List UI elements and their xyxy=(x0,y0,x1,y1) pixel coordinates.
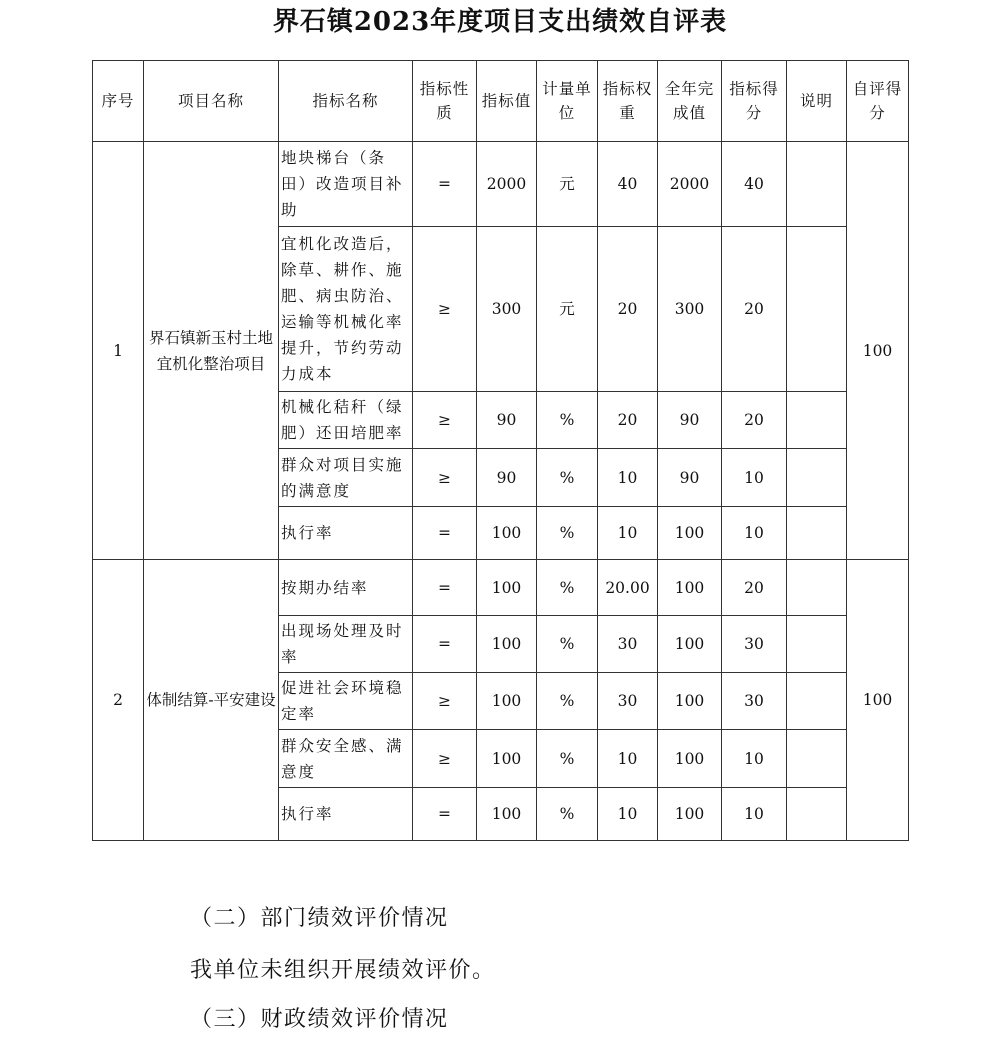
indicator-name: 按期办结率 xyxy=(279,560,413,616)
indicator-actual: 100 xyxy=(658,788,722,841)
indicator-score: 30 xyxy=(722,616,787,673)
indicator-nature: ≥ xyxy=(413,673,477,730)
indicator-nature: = xyxy=(413,142,477,227)
dept-evaluation-heading: （二）部门绩效评价情况 xyxy=(190,906,449,931)
dept-evaluation-text: 我单位未组织开展绩效评价。 xyxy=(190,958,496,983)
indicator-unit: % xyxy=(537,673,598,730)
indicator-score: 10 xyxy=(722,730,787,788)
project-name: 界石镇新玉村土地宜机化整治项目 xyxy=(144,142,279,560)
indicator-name: 执行率 xyxy=(279,788,413,841)
indicator-unit: 元 xyxy=(537,142,598,227)
indicator-actual: 300 xyxy=(658,227,722,392)
indicator-nature: ≥ xyxy=(413,730,477,788)
table-row xyxy=(93,142,909,227)
indicator-nature: ≥ xyxy=(413,392,477,449)
indicator-actual: 100 xyxy=(658,673,722,730)
header-cell: 指标性质 xyxy=(413,61,477,142)
table-row xyxy=(93,560,909,616)
indicator-actual: 90 xyxy=(658,392,722,449)
indicator-name: 群众对项目实施的满意度 xyxy=(279,449,413,507)
header-cell: 指标值 xyxy=(477,61,537,142)
indicator-note xyxy=(787,673,847,730)
indicator-actual: 100 xyxy=(658,507,722,560)
indicator-note xyxy=(787,560,847,616)
indicator-name: 群众安全感、满意度 xyxy=(279,730,413,788)
header-cell: 全年完成值 xyxy=(658,61,722,142)
indicator-nature: ≥ xyxy=(413,227,477,392)
indicator-note xyxy=(787,788,847,841)
indicator-weight: 20 xyxy=(598,227,658,392)
indicator-value: 2000 xyxy=(477,142,537,227)
indicator-name: 地块梯台（条田）改造项目补助 xyxy=(279,142,413,227)
project-no: 2 xyxy=(93,560,144,841)
indicator-nature: ≥ xyxy=(413,449,477,507)
finance-evaluation-heading: （三）财政绩效评价情况 xyxy=(190,1007,449,1032)
self-score: 100 xyxy=(847,142,909,560)
indicator-weight: 10 xyxy=(598,788,658,841)
indicator-score: 40 xyxy=(722,142,787,227)
indicator-actual: 100 xyxy=(658,560,722,616)
header-cell: 指标权重 xyxy=(598,61,658,142)
indicator-nature: = xyxy=(413,616,477,673)
indicator-value: 90 xyxy=(477,449,537,507)
header-cell: 计量单位 xyxy=(537,61,598,142)
header-cell: 指标得分 xyxy=(722,61,787,142)
indicator-score: 10 xyxy=(722,507,787,560)
project-no: 1 xyxy=(93,142,144,560)
indicator-unit: % xyxy=(537,507,598,560)
indicator-unit: % xyxy=(537,616,598,673)
indicator-unit: % xyxy=(537,730,598,788)
indicator-weight: 10 xyxy=(598,449,658,507)
indicator-name: 执行率 xyxy=(279,507,413,560)
indicator-weight: 30 xyxy=(598,673,658,730)
indicator-weight: 20 xyxy=(598,392,658,449)
indicator-unit: % xyxy=(537,788,598,841)
indicator-actual: 100 xyxy=(658,616,722,673)
indicator-value: 100 xyxy=(477,788,537,841)
indicator-weight: 20.00 xyxy=(598,560,658,616)
indicator-actual: 90 xyxy=(658,449,722,507)
indicator-value: 100 xyxy=(477,673,537,730)
header-row xyxy=(93,61,909,142)
indicator-note xyxy=(787,392,847,449)
indicator-name: 出现场处理及时率 xyxy=(279,616,413,673)
indicator-name: 机械化秸秆（绿肥）还田培肥率 xyxy=(279,392,413,449)
indicator-value: 100 xyxy=(477,730,537,788)
indicator-unit: 元 xyxy=(537,227,598,392)
self-score: 100 xyxy=(847,560,909,841)
indicator-weight: 10 xyxy=(598,730,658,788)
indicator-score: 10 xyxy=(722,788,787,841)
indicator-score: 10 xyxy=(722,449,787,507)
indicator-weight: 10 xyxy=(598,507,658,560)
page-title: 界石镇2023年度项目支出绩效自评表 xyxy=(272,7,728,37)
indicator-unit: % xyxy=(537,560,598,616)
indicator-name: 宜机化改造后，除草、耕作、施肥、病虫防治、运输等机械化率提升，节约劳动力成本 xyxy=(279,227,413,392)
indicator-nature: = xyxy=(413,507,477,560)
header-cell: 自评得分 xyxy=(847,61,909,142)
indicator-note xyxy=(787,227,847,392)
indicator-unit: % xyxy=(537,449,598,507)
header-cell: 序号 xyxy=(93,61,144,142)
indicator-value: 90 xyxy=(477,392,537,449)
indicator-note xyxy=(787,730,847,788)
indicator-actual: 100 xyxy=(658,730,722,788)
performance-table xyxy=(92,60,909,841)
indicator-value: 300 xyxy=(477,227,537,392)
indicator-value: 100 xyxy=(477,560,537,616)
header-cell: 项目名称 xyxy=(144,61,279,142)
project-name: 体制结算-平安建设 xyxy=(144,560,279,841)
indicator-weight: 30 xyxy=(598,616,658,673)
indicator-value: 100 xyxy=(477,616,537,673)
indicator-unit: % xyxy=(537,392,598,449)
indicator-note xyxy=(787,142,847,227)
indicator-note xyxy=(787,507,847,560)
indicator-note xyxy=(787,449,847,507)
indicator-weight: 40 xyxy=(598,142,658,227)
indicator-nature: = xyxy=(413,560,477,616)
indicator-score: 20 xyxy=(722,392,787,449)
indicator-name: 促进社会环境稳定率 xyxy=(279,673,413,730)
header-cell: 指标名称 xyxy=(279,61,413,142)
indicator-nature: = xyxy=(413,788,477,841)
indicator-value: 100 xyxy=(477,507,537,560)
header-cell: 说明 xyxy=(787,61,847,142)
indicator-score: 20 xyxy=(722,227,787,392)
indicator-note xyxy=(787,616,847,673)
indicator-actual: 2000 xyxy=(658,142,722,227)
indicator-score: 20 xyxy=(722,560,787,616)
indicator-score: 30 xyxy=(722,673,787,730)
